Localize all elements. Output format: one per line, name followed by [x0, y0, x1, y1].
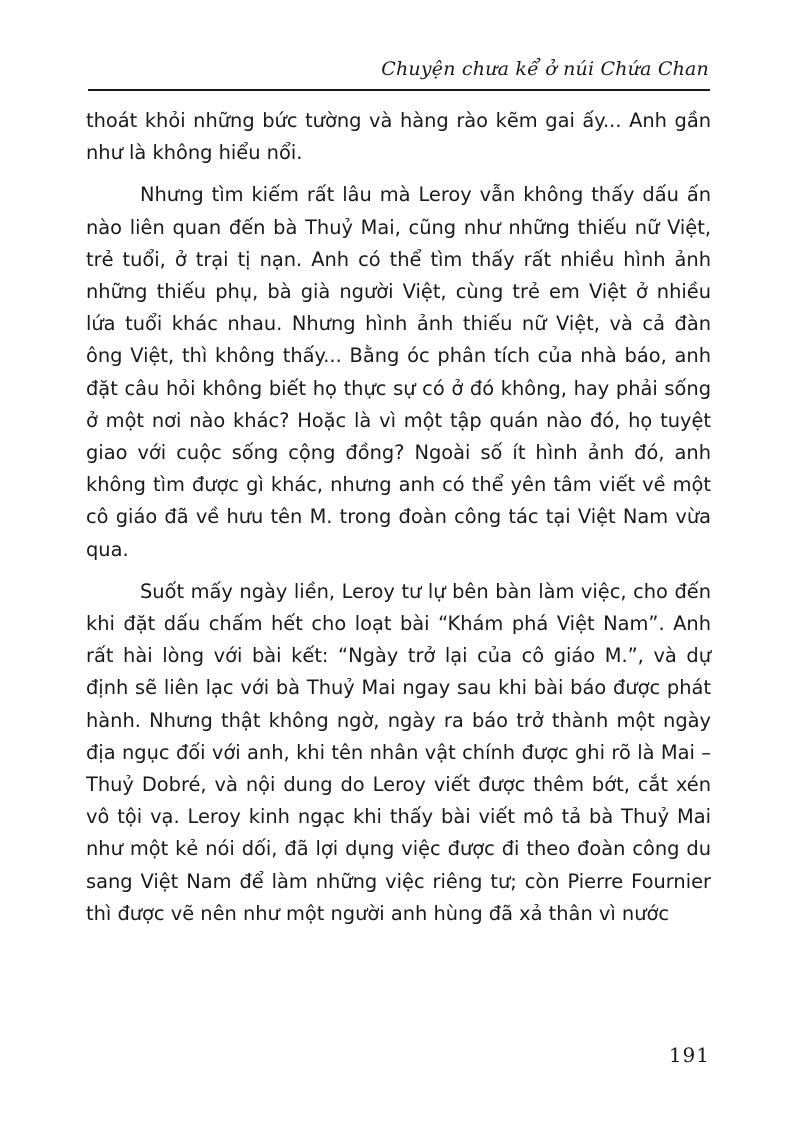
- paragraph: Suốt mấy ngày liền, Leroy tư lự bên bàn làm việc, cho đến khi đặt dấu chấm hết cho loạt bài “Khám phá Việt Nam”. Anh rất hài lòng với bài kết: “Ngày trở lại của cô giáo M.”, và dự định sẽ liên lạc với bà Thuỷ Mai ngay sau khi bài báo được phát hành. Nhưng thật không ngờ, ngày ra báo trở thành một ngày địa ngục đối với anh, khi tên nhân vật chính được ghi rõ là Mai – Thuỷ Dobré, và nội dung do Leroy viết được thêm bớt, cắt xén vô tội vạ. Leroy kinh ngạc khi thấy bài viết mô tả bà Thuỷ Mai như một kẻ nói dối, đã lợi dụng việc được đi theo đoàn công du sang Việt Nam để làm những việc riêng tư; còn Pierre Fournier thì được vẽ nên như một người anh hùng đã xả thân vì nước: [86, 579, 711, 925]
- paragraph: Nhưng tìm kiếm rất lâu mà Leroy vẫn không thấy dấu ấn nào liên quan đến bà Thuỷ Mai, cũng như những thiếu nữ Việt, trẻ tuổi, ở trại tị nạn. Anh có thể tìm thấy rất nhiều hình ảnh những thiếu phụ, bà già người Việt, cùng trẻ em Việt ở nhiều lứa tuổi khác nhau. Nhưng hình ảnh thiếu nữ Việt, và cả đàn ông Việt, thì không thấy... Bằng óc phân tích của nhà báo, anh đặt câu hỏi không biết họ thực sự có ở đó không, hay phải sống ở một nơi nào khác? Hoặc là vì một tập quán nào đó, họ tuyệt giao với cuộc sống cộng đồng? Ngoài số ít hình ảnh đó, anh không tìm được gì khác, nhưng anh có thể yên tâm viết về một cô giáo đã về hưu tên M. trong đoàn công tác tại Việt Nam vừa qua.: [86, 183, 711, 561]
- running-title: Chuyện chưa kể ở núi Chứa Chan: [381, 58, 709, 80]
- header-rule: [88, 89, 710, 91]
- page-number: 191: [668, 1043, 710, 1067]
- body-text: [86, 105, 711, 930]
- paragraph-continued: thoát khỏi những bức tường và hàng rào kẽm gai ấy... Anh gần như là không hiểu nổi.: [86, 109, 711, 165]
